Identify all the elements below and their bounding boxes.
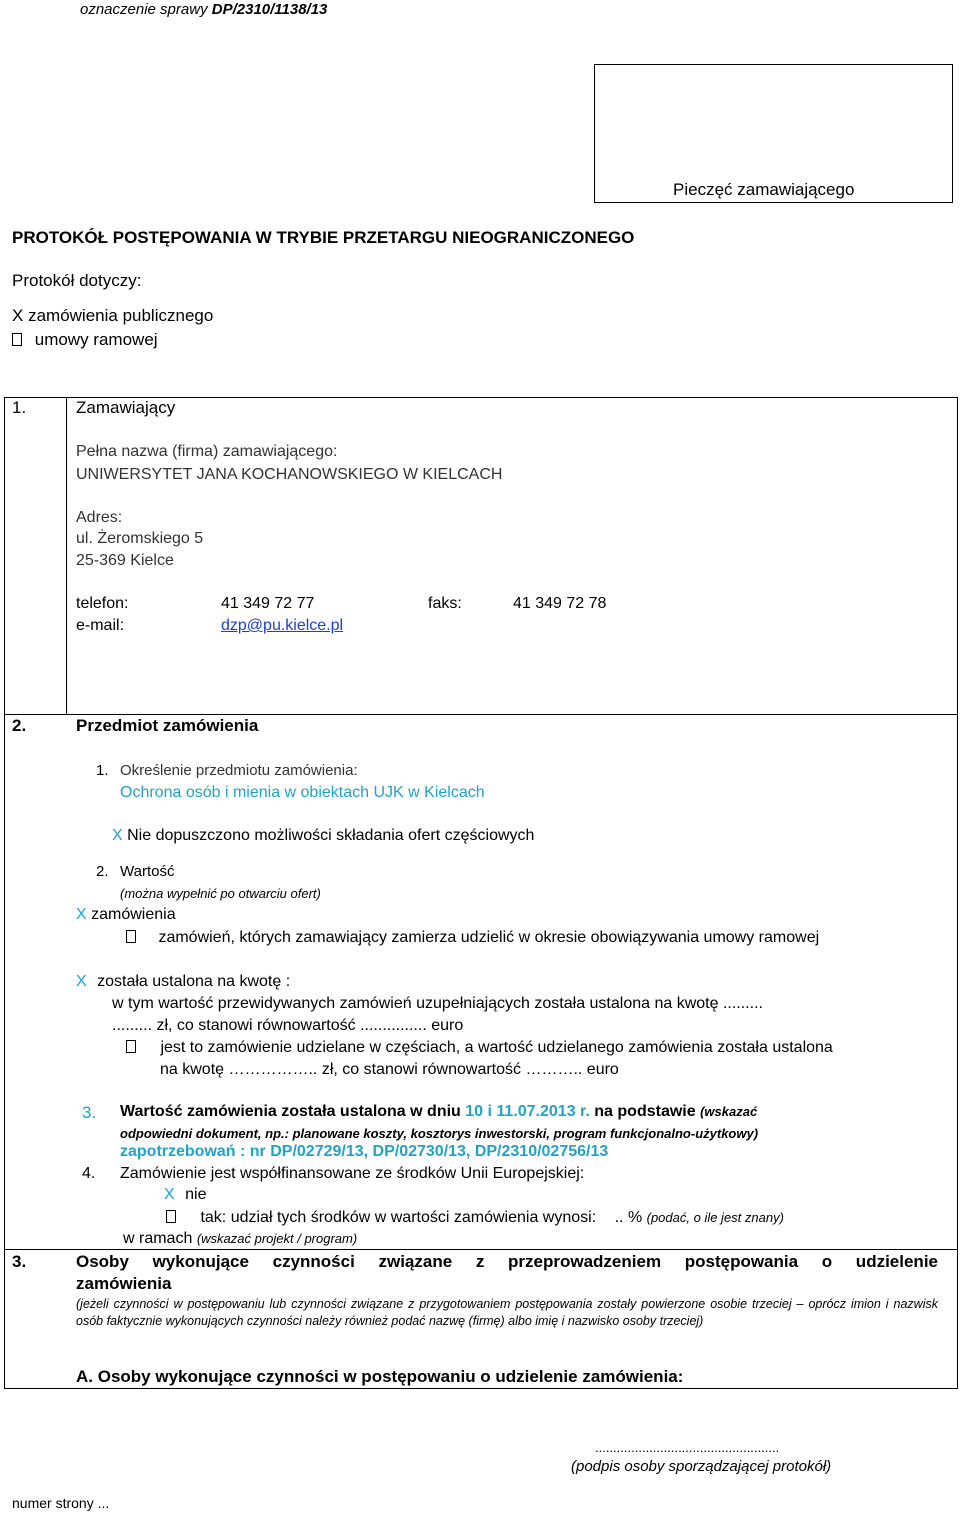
item2-note: (można wypełnić po otwarciu ofert) xyxy=(120,886,321,901)
equivalent-line: ......... zł, co stanowi równowartość ............... euro xyxy=(112,1017,464,1034)
stamp-label: Pieczęć zamawiającego xyxy=(673,180,855,199)
signature-label: (podpis osoby sporządzającej protokół) xyxy=(571,1458,832,1475)
fax-label: faks: xyxy=(428,595,462,612)
item2-number: 2. xyxy=(96,863,109,880)
eu-funding-no: X nie xyxy=(164,1186,207,1203)
address-city: 25-369 Kielce xyxy=(76,552,174,569)
basis-document-value: zapotrzebowań : nr DP/02729/13, DP/02730/13, DP/2310/02756/13 xyxy=(120,1143,609,1160)
item1-number: 1. xyxy=(96,762,109,779)
section3-subheading-a: A. Osoby wykonujące czynności w postępowaniu o udzielenie zamówienia: xyxy=(76,1367,684,1386)
section3-note: (jeżeli czynności w postępowaniu lub czynności związane z przygotowaniem postępowania zostały powierzone osobie trzeciej – oprócz imion i nazwisk osób faktycznie wykonujących czynności należy również podać nazwę (firmę) albo imię i nazwisko osoby trzeciej) xyxy=(76,1297,938,1328)
value-set-line: X została ustalona na kwotę : xyxy=(76,973,291,990)
check-mark: X xyxy=(76,973,87,990)
checkbox-icon xyxy=(12,333,22,346)
column-divider xyxy=(66,397,67,715)
concerns-option-framework: umowy ramowej xyxy=(12,330,158,350)
email-link[interactable]: dzp@pu.kielce.pl xyxy=(221,617,344,634)
phone-label: telefon: xyxy=(76,595,129,612)
value-date: 10 i 11.07.2013 r. xyxy=(465,1103,590,1120)
check-mark: X xyxy=(164,1186,175,1203)
supplementary-orders-line: w tym wartość przewidywanych zamówień uzupełniających została ustalona na kwotę ......... xyxy=(112,995,763,1012)
fullname-value: UNIWERSYTET JANA KOCHANOWSKIEGO W KIELCACH xyxy=(76,466,503,483)
checkbox-icon xyxy=(126,930,136,943)
section2-heading: Przedmiot zamówienia xyxy=(76,716,259,735)
row-divider xyxy=(4,714,958,715)
address-street: ul. Żeromskiego 5 xyxy=(76,530,204,547)
email-label: e-mail: xyxy=(76,617,125,634)
item3-number: 3. xyxy=(82,1103,97,1122)
parts-amount-line: na kwotę …………….. zł, co stanowi równowartość ……….. euro xyxy=(160,1061,619,1078)
phone-value: 41 349 72 77 xyxy=(221,595,315,612)
checkbox-icon xyxy=(166,1210,176,1223)
partial-offers-line: X Nie dopuszczono możliwości składania ofert częściowych xyxy=(112,827,535,844)
section3-heading: Osoby wykonujące czynności związane z przeprowadzeniem postępowania o udzielenie xyxy=(76,1252,938,1271)
concerns-label: Protokół dotyczy: xyxy=(12,271,142,290)
eu-funding-yes: tak: udział tych środków w wartości zamówienia wynosi: .. % (podać, o ile jest znany) xyxy=(166,1209,784,1227)
case-reference xyxy=(80,1,327,18)
section1-number: 1. xyxy=(12,398,27,417)
case-reference-prefix: oznaczenie sprawy xyxy=(80,1,208,18)
eu-program-line: w ramach (wskazać projekt / program) xyxy=(123,1230,358,1247)
check-mark: X xyxy=(112,827,123,844)
check-mark: X xyxy=(76,906,87,923)
section2-number: 2. xyxy=(12,716,27,735)
section3-number: 3. xyxy=(12,1252,27,1271)
case-reference-number: DP/2310/1138/13 xyxy=(211,1,328,18)
page-number: numer strony ... xyxy=(12,1495,110,1511)
basis-document-hint: odpowiedni dokument, np.: planowane koszty, kosztorys inwestorski, program funkcjonalno-użytkowy) xyxy=(120,1126,759,1141)
fullname-label: Pełna nazwa (firma) zamawiającego: xyxy=(76,443,338,460)
checkbox-icon xyxy=(126,1040,136,1053)
order-subject: Ochrona osób i mienia w obiektach UJK w Kielcach xyxy=(120,784,485,801)
address-label: Adres: xyxy=(76,509,123,526)
value-option-framework: zamówień, których zamawiający zamierza udzielić w okresie obowiązywania umowy ramowej xyxy=(126,929,819,947)
item4-number: 4. xyxy=(82,1165,96,1182)
section1-heading: Zamawiający xyxy=(76,398,176,417)
section3-heading-cont: zamówienia xyxy=(76,1274,172,1293)
row-divider xyxy=(4,1249,958,1250)
fax-value: 41 349 72 78 xyxy=(513,595,607,612)
document-title: PROTOKÓŁ POSTĘPOWANIA W TRYBIE PRZETARGU NIEOGRANICZONEGO xyxy=(12,228,635,247)
value-option-order: X zamówienia xyxy=(76,906,176,923)
parts-line: jest to zamówienie udzielane w częściach, a wartość udzielanego zamówienia została ustalona xyxy=(126,1039,833,1057)
item2-label: Wartość xyxy=(120,863,175,880)
value-date-line: Wartość zamówienia została ustalona w dniu 10 i 11.07.2013 r. na podstawie (wskazać xyxy=(120,1103,758,1120)
signature-line: ................................................... xyxy=(595,1440,780,1455)
concerns-option-public-order: X zamówienia publicznego xyxy=(12,306,214,325)
eu-funding-question: Zamówienie jest współfinansowane ze środków Unii Europejskiej: xyxy=(120,1165,585,1182)
check-mark: X xyxy=(12,306,24,325)
item1-label: Określenie przedmiotu zamówienia: xyxy=(120,762,358,779)
